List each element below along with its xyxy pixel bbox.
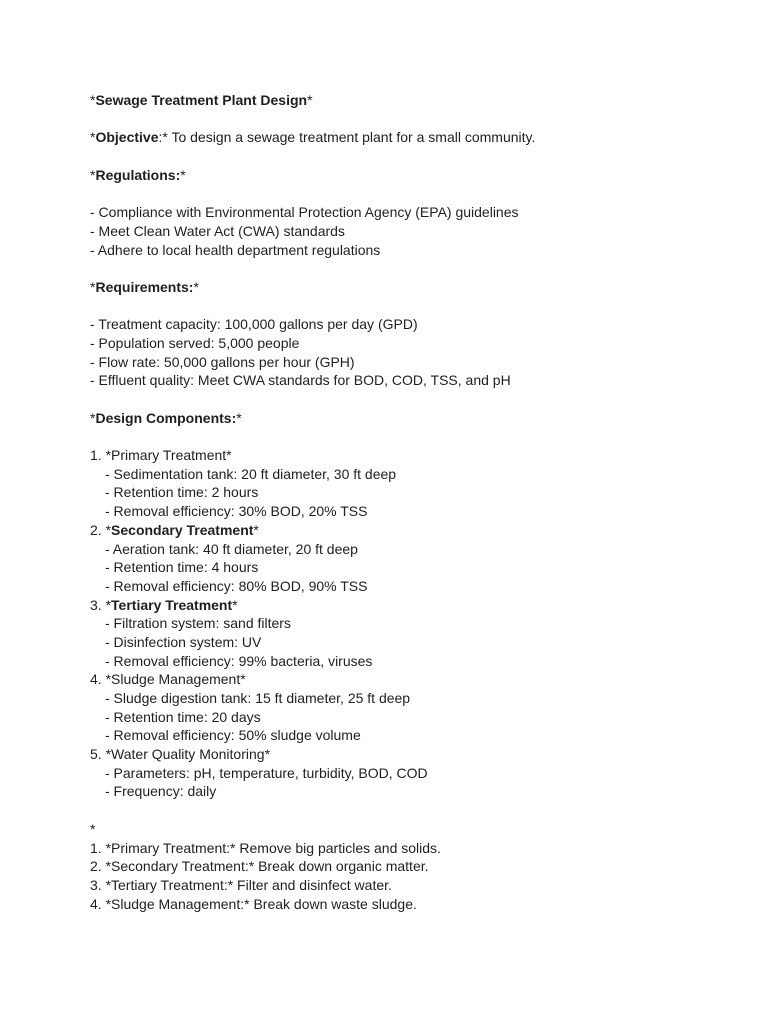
design-components-list [90, 446, 730, 801]
list-item: - Retention time: 4 hours [105, 559, 259, 576]
list-item: - Removal efficiency: 50% sludge volume [105, 727, 361, 744]
component-heading: 5. *Water Quality Monitoring* [90, 746, 271, 763]
component-title: Secondary Treatment [111, 521, 254, 538]
component-title: Tertiary Treatment [111, 596, 233, 613]
requirements-list [90, 315, 730, 390]
component-title: Primary Treatment [111, 447, 227, 464]
list-item: - Frequency: daily [105, 783, 217, 800]
list-item: - Retention time: 2 hours [105, 484, 259, 501]
list-item: - Meet Clean Water Act (CWA) standards [90, 222, 345, 239]
list-item: - Aeration tank: 40 ft diameter, 20 ft deep [105, 540, 358, 557]
component-heading: 2. *Secondary Treatment* [90, 521, 259, 538]
list-item: - Population served: 5,000 people [90, 334, 300, 351]
list-item: - Sludge digestion tank: 15 ft diameter, 25 ft deep [105, 690, 411, 706]
summary-list [90, 839, 730, 914]
list-item: - Sedimentation tank: 20 ft diameter, 30 ft deep [105, 465, 397, 482]
list-item: 2. *Secondary Treatment:* Break down organic matter. [90, 858, 429, 875]
list-item: - Filtration system: sand filters [105, 615, 291, 632]
component-heading: 3. *Tertiary Treatment* [90, 596, 238, 613]
list-item: 1. *Primary Treatment:* Remove big particles and solids. [90, 839, 441, 856]
list-item: - Removal efficiency: 80% BOD, 90% TSS [105, 577, 368, 594]
objective-line: *Objective:* To design a sewage treatment plant for a small community. [90, 129, 536, 146]
list-item: 3. *Tertiary Treatment:* Filter and disinfect water. [90, 876, 392, 893]
design-components-heading: *Design Components:* [90, 409, 242, 426]
list-item: - Adhere to local health department regulations [90, 241, 381, 258]
regulations-heading: *Regulations:* [90, 166, 186, 183]
list-item: - Flow rate: 50,000 gallons per hour (GPH) [90, 353, 355, 370]
document-body [90, 91, 730, 913]
component-title: Water Quality Monitoring [111, 746, 265, 763]
list-item: - Removal efficiency: 99% bacteria, viruses [105, 652, 373, 669]
component-heading: 4. *Sludge Management* [90, 671, 246, 688]
objective-text: :* To design a sewage treatment plant for a small community. [158, 129, 536, 146]
document-title: *Sewage Treatment Plant Design* [90, 92, 313, 108]
list-item: - Retention time: 20 days [105, 708, 261, 725]
summary-marker: * [90, 820, 96, 837]
regulations-list [90, 203, 730, 259]
objective-label: Objective [95, 129, 159, 146]
component-title: Sludge Management [111, 671, 241, 688]
component-heading: 1. *Primary Treatment* [90, 447, 232, 464]
list-item: - Treatment capacity: 100,000 gallons per day (GPD) [90, 316, 418, 333]
requirements-heading: *Requirements:* [90, 278, 199, 295]
list-item: - Removal efficiency: 30% BOD, 20% TSS [105, 503, 368, 520]
list-item: 4. *Sludge Management:* Break down waste sludge. [90, 895, 417, 912]
list-item: - Disinfection system: UV [105, 633, 262, 650]
list-item: - Effluent quality: Meet CWA standards for BOD, COD, TSS, and pH [90, 372, 511, 389]
list-item: - Parameters: pH, temperature, turbidity, BOD, COD [105, 764, 428, 781]
list-item: - Compliance with Environmental Protection Agency (EPA) guidelines [90, 204, 519, 221]
